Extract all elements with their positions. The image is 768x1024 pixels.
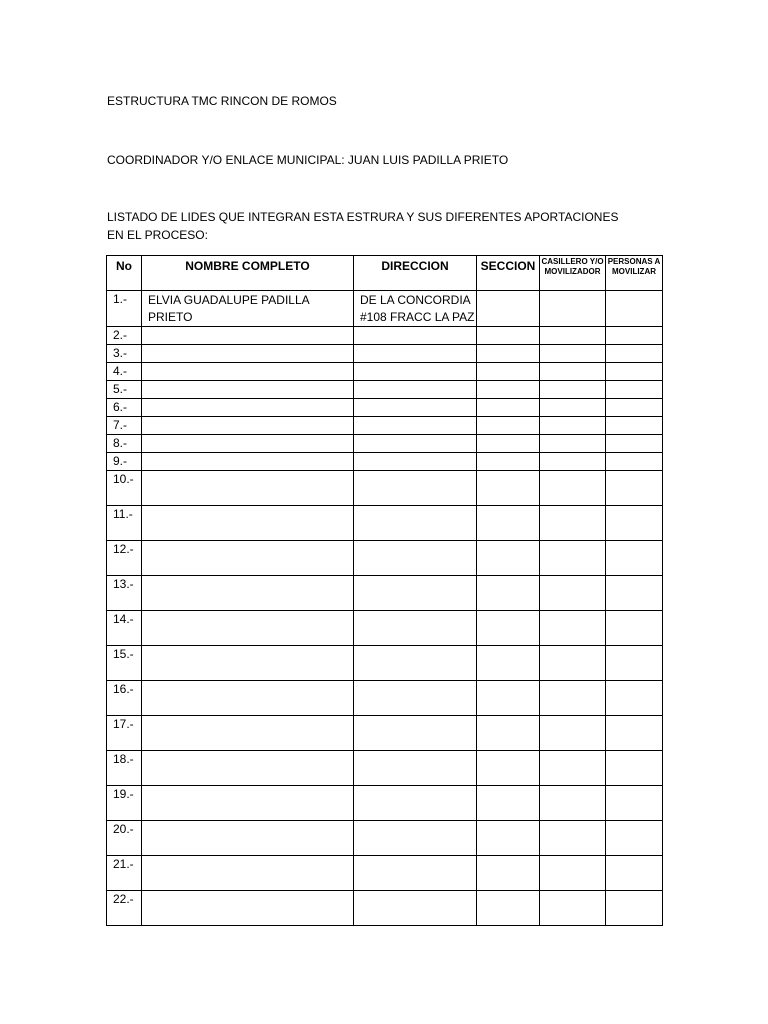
cell-nombre	[142, 399, 354, 417]
cell-no: 9.-	[107, 453, 142, 471]
header-no: No	[107, 256, 142, 291]
leaders-table	[106, 255, 663, 926]
cell-personas	[606, 856, 663, 891]
cell-personas	[606, 681, 663, 716]
header-casillero: CASILLERO Y/O MOVILIZADOR	[540, 256, 606, 291]
cell-seccion	[477, 471, 540, 506]
cell-casillero	[540, 646, 606, 681]
cell-seccion	[477, 506, 540, 541]
cell-casillero	[540, 291, 606, 327]
cell-personas	[606, 576, 663, 611]
cell-personas	[606, 821, 663, 856]
cell-nombre	[142, 646, 354, 681]
table-row	[107, 751, 663, 786]
header-nombre: NOMBRE COMPLETO	[142, 256, 354, 291]
cell-seccion	[477, 821, 540, 856]
cell-nombre	[142, 417, 354, 435]
cell-direccion	[354, 821, 477, 856]
header-seccion: SECCION	[477, 256, 540, 291]
table-row	[107, 399, 663, 417]
cell-no: 17.-	[107, 716, 142, 751]
cell-casillero	[540, 399, 606, 417]
cell-casillero	[540, 381, 606, 399]
cell-casillero	[540, 327, 606, 345]
cell-direccion	[354, 576, 477, 611]
table-row	[107, 417, 663, 435]
cell-seccion	[477, 453, 540, 471]
cell-casillero	[540, 786, 606, 821]
cell-direccion	[354, 786, 477, 821]
cell-direccion	[354, 506, 477, 541]
cell-seccion	[477, 611, 540, 646]
table-row	[107, 576, 663, 611]
cell-direccion	[354, 363, 477, 381]
cell-no: 19.-	[107, 786, 142, 821]
cell-seccion	[477, 751, 540, 786]
cell-seccion	[477, 716, 540, 751]
cell-no: 18.-	[107, 751, 142, 786]
cell-seccion	[477, 381, 540, 399]
cell-seccion	[477, 681, 540, 716]
cell-casillero	[540, 345, 606, 363]
cell-no: 2.-	[107, 327, 142, 345]
cell-personas	[606, 751, 663, 786]
cell-no: 21.-	[107, 856, 142, 891]
table-body	[107, 291, 663, 926]
cell-no: 12.-	[107, 541, 142, 576]
cell-no: 10.-	[107, 471, 142, 506]
cell-seccion	[477, 417, 540, 435]
table-row	[107, 786, 663, 821]
cell-nombre	[142, 381, 354, 399]
cell-direccion	[354, 399, 477, 417]
cell-no: 6.-	[107, 399, 142, 417]
cell-no: 22.-	[107, 891, 142, 926]
cell-nombre	[142, 506, 354, 541]
cell-nombre	[142, 716, 354, 751]
header-personas: PERSONAS A MOVILIZAR	[606, 256, 663, 291]
cell-casillero	[540, 435, 606, 453]
cell-seccion	[477, 786, 540, 821]
cell-direccion	[354, 345, 477, 363]
cell-no: 1.-	[107, 291, 142, 327]
cell-personas	[606, 363, 663, 381]
cell-no: 11.-	[107, 506, 142, 541]
cell-nombre	[142, 786, 354, 821]
cell-no: 5.-	[107, 381, 142, 399]
cell-direccion	[354, 611, 477, 646]
cell-direccion	[354, 435, 477, 453]
cell-no: 16.-	[107, 681, 142, 716]
cell-nombre	[142, 541, 354, 576]
cell-seccion	[477, 291, 540, 327]
cell-seccion	[477, 363, 540, 381]
cell-seccion	[477, 345, 540, 363]
cell-personas	[606, 646, 663, 681]
cell-direccion	[354, 716, 477, 751]
cell-personas	[606, 327, 663, 345]
cell-direccion	[354, 453, 477, 471]
table-row	[107, 856, 663, 891]
cell-personas	[606, 399, 663, 417]
cell-seccion	[477, 327, 540, 345]
cell-direccion	[354, 856, 477, 891]
cell-casillero	[540, 681, 606, 716]
cell-nombre	[142, 611, 354, 646]
cell-no: 13.-	[107, 576, 142, 611]
table-row	[107, 821, 663, 856]
cell-casillero	[540, 611, 606, 646]
cell-seccion	[477, 856, 540, 891]
cell-personas	[606, 453, 663, 471]
table-row	[107, 363, 663, 381]
table-row	[107, 327, 663, 345]
cell-casillero	[540, 576, 606, 611]
table-row	[107, 506, 663, 541]
table-header-row	[107, 256, 663, 291]
cell-casillero	[540, 417, 606, 435]
table-row	[107, 716, 663, 751]
cell-no: 7.-	[107, 417, 142, 435]
cell-casillero	[540, 541, 606, 576]
coordinator-line: COORDINADOR Y/O ENLACE MUNICIPAL: JUAN LUIS PADILLA PRIETO	[107, 153, 509, 167]
cell-nombre	[142, 821, 354, 856]
cell-casillero	[540, 471, 606, 506]
document-title: ESTRUCTURA TMC RINCON DE ROMOS	[107, 94, 337, 108]
cell-seccion	[477, 399, 540, 417]
cell-nombre	[142, 891, 354, 926]
cell-no: 15.-	[107, 646, 142, 681]
cell-personas	[606, 541, 663, 576]
table-row	[107, 681, 663, 716]
cell-nombre	[142, 576, 354, 611]
cell-direccion	[354, 751, 477, 786]
cell-seccion	[477, 891, 540, 926]
cell-personas	[606, 417, 663, 435]
table-row	[107, 471, 663, 506]
cell-direccion	[354, 327, 477, 345]
table-row	[107, 381, 663, 399]
cell-no: 4.-	[107, 363, 142, 381]
cell-personas	[606, 506, 663, 541]
cell-nombre	[142, 856, 354, 891]
cell-nombre	[142, 471, 354, 506]
cell-direccion	[354, 891, 477, 926]
cell-nombre	[142, 363, 354, 381]
list-intro: LISTADO DE LIDES QUE INTEGRAN ESTA ESTRURA Y SUS DIFERENTES APORTACIONES EN EL PROCESO:	[107, 210, 619, 242]
cell-direccion	[354, 541, 477, 576]
cell-seccion	[477, 576, 540, 611]
table-row	[107, 453, 663, 471]
table-row	[107, 345, 663, 363]
cell-direccion	[354, 381, 477, 399]
cell-personas	[606, 291, 663, 327]
cell-personas	[606, 471, 663, 506]
cell-no: 8.-	[107, 435, 142, 453]
cell-personas	[606, 381, 663, 399]
cell-no: 3.-	[107, 345, 142, 363]
cell-personas	[606, 716, 663, 751]
header-direccion: DIRECCION	[354, 256, 477, 291]
cell-casillero	[540, 856, 606, 891]
cell-nombre	[142, 345, 354, 363]
cell-nombre	[142, 435, 354, 453]
cell-no: 14.-	[107, 611, 142, 646]
table-row	[107, 435, 663, 453]
cell-nombre	[142, 453, 354, 471]
cell-direccion	[354, 417, 477, 435]
cell-direccion: DE LA CONCORDIA #108 FRACC LA PAZ	[354, 291, 477, 327]
cell-casillero	[540, 363, 606, 381]
cell-casillero	[540, 821, 606, 856]
cell-casillero	[540, 891, 606, 926]
cell-direccion	[354, 471, 477, 506]
cell-personas	[606, 891, 663, 926]
cell-direccion	[354, 681, 477, 716]
cell-casillero	[540, 716, 606, 751]
cell-seccion	[477, 541, 540, 576]
table-row	[107, 611, 663, 646]
table-row	[107, 291, 663, 327]
cell-personas	[606, 786, 663, 821]
cell-direccion	[354, 646, 477, 681]
cell-nombre	[142, 327, 354, 345]
cell-no: 20.-	[107, 821, 142, 856]
table-row	[107, 646, 663, 681]
table-row	[107, 541, 663, 576]
cell-casillero	[540, 751, 606, 786]
cell-casillero	[540, 453, 606, 471]
cell-nombre	[142, 681, 354, 716]
cell-seccion	[477, 435, 540, 453]
table-row	[107, 891, 663, 926]
cell-personas	[606, 611, 663, 646]
cell-seccion	[477, 646, 540, 681]
cell-personas	[606, 435, 663, 453]
cell-nombre: ELVIA GUADALUPE PADILLA PRIETO	[142, 291, 354, 327]
cell-personas	[606, 345, 663, 363]
cell-nombre	[142, 751, 354, 786]
cell-casillero	[540, 506, 606, 541]
